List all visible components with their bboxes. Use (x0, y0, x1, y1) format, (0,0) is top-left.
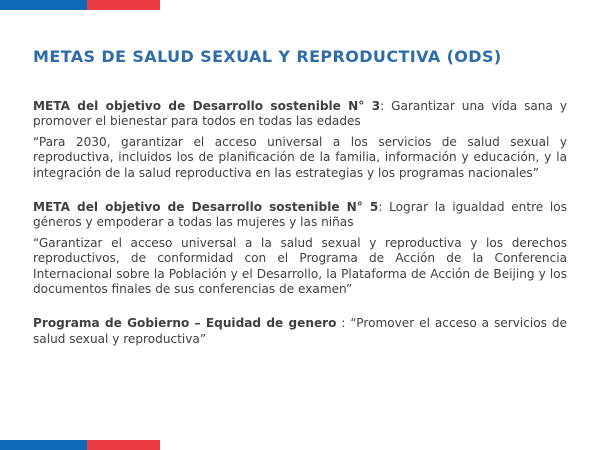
band-red-segment (87, 440, 160, 450)
band-red-segment (87, 0, 160, 10)
content-body (33, 99, 567, 347)
programa-label: Programa de Gobierno – Equidad de genero (33, 316, 337, 331)
band-blue-segment (0, 440, 87, 450)
top-color-band (0, 0, 160, 10)
page-title: METAS DE SALUD SEXUAL Y REPRODUCTIVA (ODS) (33, 47, 502, 66)
meta3-label: META del objetivo de Desarrollo sostenible N° 3 (33, 99, 381, 113)
bottom-color-band (0, 440, 160, 450)
programa-text: : “Promover el acceso a servicios de salud sexual y reproductiva” (33, 316, 567, 346)
programa-paragraph (33, 316, 567, 347)
meta5-label: META del objetivo de Desarrollo sostenible N° 5 (33, 200, 379, 215)
meta3-text: : Garantizar una vida sana y promover el bienestar para todos en todas las edades (33, 99, 568, 129)
meta3-paragraph (33, 99, 567, 130)
meta5-quote: “Garantizar el acceso universal a la salud sexual y reproductiva y los derechos reproductivos, de conformidad con el Programa de Acción de la Conferencia Internacional sobre la Población y el Desarrollo, la Plataforma de Acción de Beijing y los documentos finales de sus conferencias de examen” (33, 235, 567, 297)
meta5-paragraph (33, 200, 567, 231)
meta3-quote: “Para 2030, garantizar el acceso universal a los servicios de salud sexual y reproductiva, incluidos los de planificación de la familia, información y educación, y la integración de la salud reproductiva en las estrategias y los programas nacionales” (33, 134, 567, 180)
band-blue-segment (0, 0, 87, 10)
meta5-text: : Lograr la igualdad entre los géneros y empoderar a todas las mujeres y las niñas (33, 200, 567, 230)
